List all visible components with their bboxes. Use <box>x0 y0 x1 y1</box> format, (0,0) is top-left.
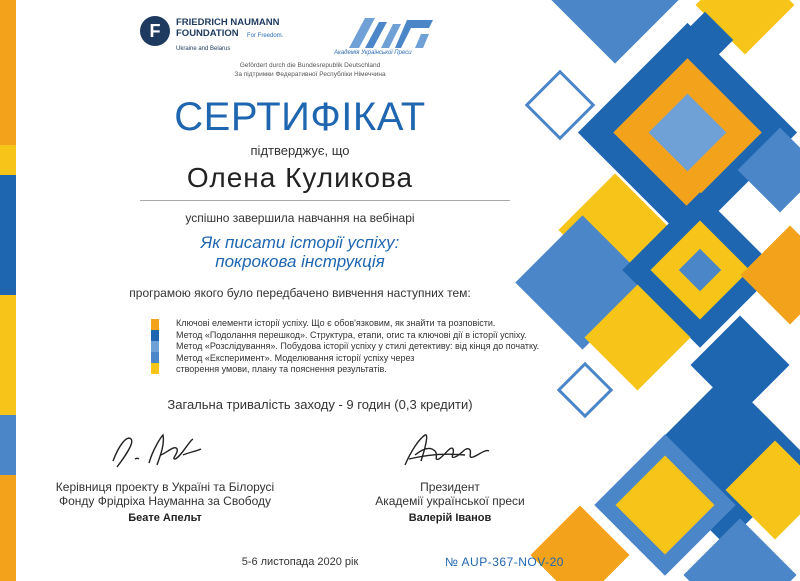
partner-logos <box>140 14 470 104</box>
topic-line: Метод «Експеримент». Моделювання історії успіху через <box>176 352 415 363</box>
recipient-name: Олена Куликова <box>186 162 414 193</box>
left-role-line1: Керівниця проекту в Україні та Білорусі <box>55 480 275 494</box>
aup-logo-name: Академія Української Преси <box>334 50 412 56</box>
support-line-ua: За підтримки Федеративної Республіки Німеччина <box>234 71 386 78</box>
right-role-line2: Академії української преси <box>375 494 525 508</box>
program-intro: програмою якого було передбачено вивчення наступних тем: <box>129 286 471 300</box>
topic-line: Метод «Подолання перешкод». Структура, етапи, огис та ключові дії в історії успіху. <box>176 329 527 340</box>
topic-line: Ключові елементи історії успіху. Що є обов'язковим, як знайти та розповісти. <box>176 318 496 328</box>
fnf-name-line1: FRIEDRICH NAUMANN <box>176 17 280 28</box>
name-underline <box>140 200 510 201</box>
support-note <box>200 61 420 79</box>
topic-line: створення умови, плану та пояснення результатів. <box>176 364 387 374</box>
duration-text: Загальна тривалість заходу - 9 годин (0,3 кредити) <box>167 397 473 412</box>
topic-lines <box>176 318 539 376</box>
left-signer-role <box>50 480 280 508</box>
certificate-date: 5-6 листопада 2020 рік <box>241 556 359 568</box>
certificate-number: № AUP-367-NOV-20 <box>445 555 564 569</box>
left-signature <box>105 425 205 475</box>
right-role-line1: Президент <box>420 480 480 494</box>
course-title <box>130 233 470 271</box>
topic-line: Метод «Розслідування». Побудова історії успіху у стилі детективу: від кінця до початку. <box>176 341 540 351</box>
fnf-name-line2: FOUNDATION <box>176 28 239 39</box>
confirms-text: підтверджує, що <box>250 143 350 158</box>
completed-text: успішно завершила навчання на вебінарі <box>185 211 415 225</box>
course-title-line1: Як писати історії успіху: <box>200 233 400 252</box>
left-color-strip <box>0 0 16 581</box>
support-line-de: Gefördert durch die Bundesrepublik Deutschland <box>239 62 381 69</box>
certificate-title: СЕРТИФІКАТ <box>174 95 426 139</box>
right-signer-role <box>350 480 550 508</box>
topic-color-markers <box>151 319 159 374</box>
right-signer-name: Валерій Іванов <box>408 512 492 524</box>
left-role-line2: Фонду Фрідріха Науманна за Свободу <box>58 494 272 508</box>
fnf-slogan: For Freedom. <box>247 33 284 39</box>
fnf-logo-mark: F <box>140 16 170 46</box>
fnf-region: Ukraine and Belarus <box>176 46 231 52</box>
course-title-line2: покрокова інструкція <box>215 252 385 271</box>
left-signer-name: Беате Апельт <box>128 512 202 524</box>
right-signature <box>395 425 495 475</box>
aup-logo-mark <box>335 14 445 50</box>
geometric-decoration <box>515 0 800 581</box>
